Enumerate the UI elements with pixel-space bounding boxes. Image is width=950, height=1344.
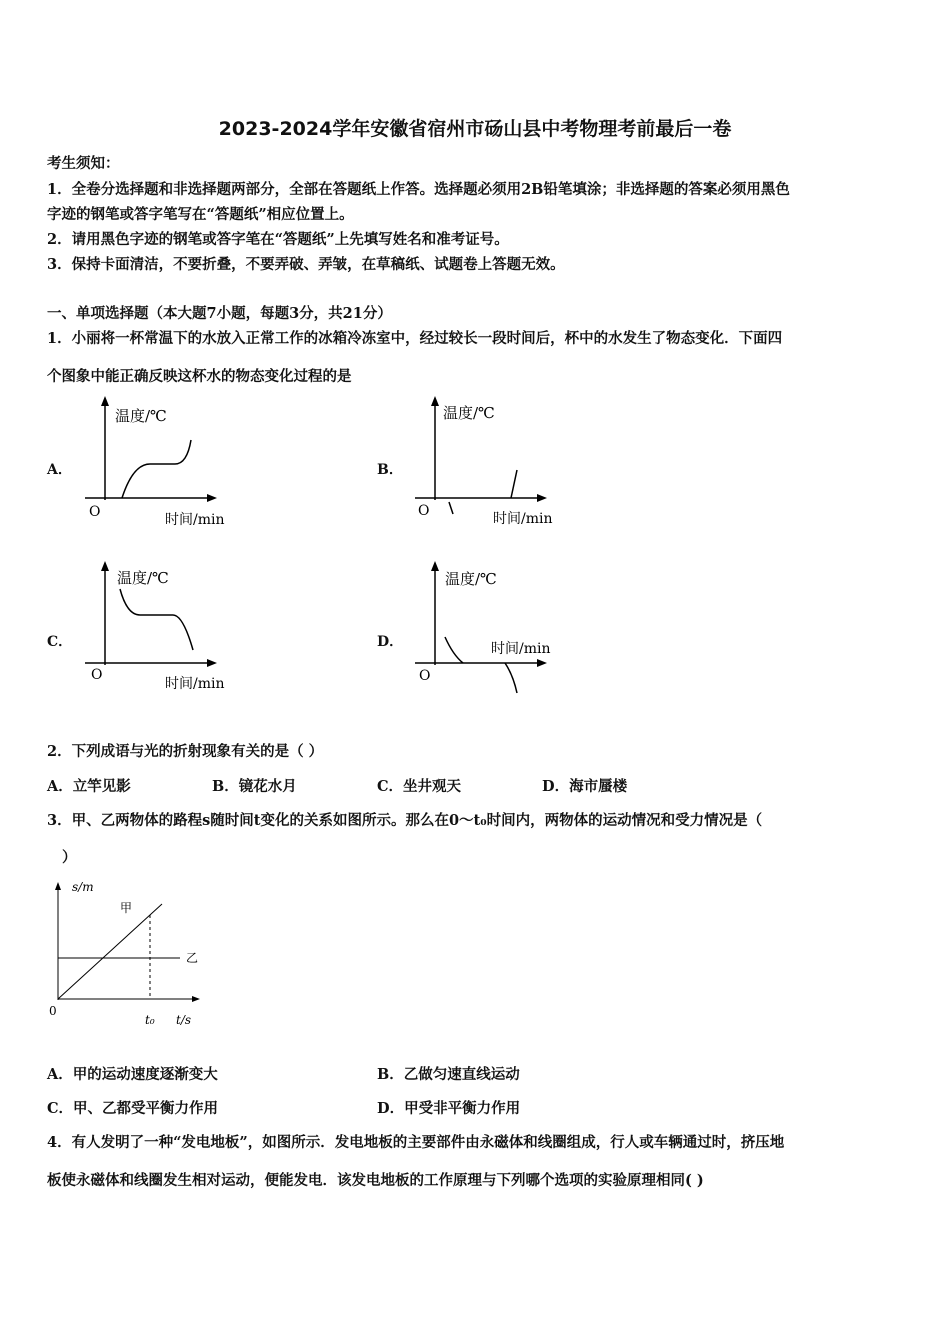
y-axis-label: s/m [72, 880, 94, 894]
notice-item-2: 2．请用黑色字迹的钢笔或答字笔在“答题纸”上先填写姓名和准考证号。 [47, 231, 509, 248]
section-heading: 一、单项选择题（本大题7小题，每题3分，共21分） [47, 305, 392, 322]
x-axis-arrow [207, 494, 217, 502]
y-axis-arrow [431, 561, 439, 571]
q1-stem-line1: 1．小丽将一杯常温下的水放入正常工作的冰箱冷冻室中，经过较长一段时间后，杯中的水发生了物态变化．下面四 [47, 330, 783, 347]
page-title: 2023-2024学年安徽省宿州市砀山县中考物理考前最后一卷 [218, 118, 732, 140]
q3-stem-line2: ） [62, 849, 77, 866]
q1-option-a-label: A． [47, 462, 72, 478]
notice-heading: 考生须知： [47, 155, 120, 172]
q2-stem: 2．下列成语与光的折射现象有关的是（ ） [47, 743, 324, 760]
x-axis-arrow [537, 659, 547, 667]
y-axis-arrow [431, 396, 439, 406]
q1-option-d-label: D． [377, 634, 404, 650]
q1-graph-b [405, 392, 575, 532]
q3-option-c: C．甲、乙都受平衡力作用 [47, 1100, 219, 1117]
x-axis-arrow [537, 494, 547, 502]
q3-option-d: D．甲受非平衡力作用 [377, 1100, 521, 1117]
q1-option-c-label: C． [47, 634, 73, 650]
origin-label: O [419, 668, 431, 684]
y-axis-arrow [55, 882, 61, 890]
curve [122, 440, 191, 498]
t0-label: t₀ [145, 1013, 155, 1027]
y-axis-arrow [101, 561, 109, 571]
x-axis-label: t/s [176, 1013, 192, 1027]
q1-stem-line2: 个图象中能正确反映这杯水的物态变化过程的是 [47, 368, 352, 385]
q2-option-c: C．坐井观天 [377, 778, 462, 795]
q3-option-a: A．甲的运动速度逐渐变大 [47, 1066, 218, 1083]
y-axis-label: 温度/℃ [115, 407, 167, 425]
curve-segment-2 [505, 663, 517, 693]
x-axis-label: 时间/min [493, 511, 553, 527]
curve-segment-2 [511, 470, 517, 498]
q4-stem-line1: 4．有人发明了一种“发电地板”，如图所示．发电地板的主要部件由永磁体和线圈组成，行人或车辆通过时，挤压地 [47, 1134, 785, 1151]
y-axis-arrow [101, 396, 109, 406]
curve-segment-1 [445, 637, 463, 663]
x-axis-label: 时间/min [165, 676, 225, 692]
q1-graph-a [75, 392, 245, 532]
q2-option-d: D．海市蜃楼 [542, 778, 628, 795]
x-axis-arrow [192, 996, 200, 1002]
q3-option-b: B．乙做匀速直线运动 [377, 1066, 520, 1083]
q2-option-a: A．立竿见影 [47, 778, 131, 795]
q1-graph-d [405, 557, 575, 697]
q1-option-b-label: B． [377, 462, 403, 478]
origin-label: O [418, 503, 430, 519]
x-axis-arrow [207, 659, 217, 667]
line-jia [58, 904, 162, 999]
yi-label: 乙 [186, 951, 199, 965]
q3-graph [40, 872, 215, 1032]
x-axis-label: 时间/min [165, 512, 225, 528]
q4-stem-line2: 板使永磁体和线圈发生相对运动，便能发电．该发电地板的工作原理与下列哪个选项的实验原理相同( ) [47, 1172, 704, 1189]
y-axis-label: 温度/℃ [443, 404, 495, 422]
notice-item-1-cont: 字迹的钢笔或答字笔写在“答题纸”相应位置上。 [47, 206, 354, 223]
x-axis-label: 时间/min [491, 641, 551, 657]
jia-label: 甲 [120, 901, 133, 915]
curve-segment-1 [449, 502, 453, 514]
origin-label: O [91, 667, 103, 683]
notice-item-1: 1．全卷分选择题和非选择题两部分，全部在答题纸上作答。选择题必须用2B铅笔填涂；非选择题的答案必须用黑色 [47, 181, 790, 198]
notice-item-3: 3．保持卡面清洁，不要折叠，不要弄破、弄皱，在草稿纸、试题卷上答题无效。 [47, 256, 565, 273]
origin-label: O [89, 504, 101, 520]
origin-label: 0 [49, 1004, 57, 1018]
curve [120, 589, 193, 650]
y-axis-label: 温度/℃ [117, 569, 169, 587]
q1-graph-c [75, 557, 245, 697]
q3-stem-line1: 3．甲、乙两物体的路程s随时间t变化的关系如图所示。那么在0～t₀时间内，两物体的运动情况和受力情况是（ [47, 812, 763, 829]
y-axis-label: 温度/℃ [445, 570, 497, 588]
q2-option-b: B．镜花水月 [212, 778, 297, 795]
